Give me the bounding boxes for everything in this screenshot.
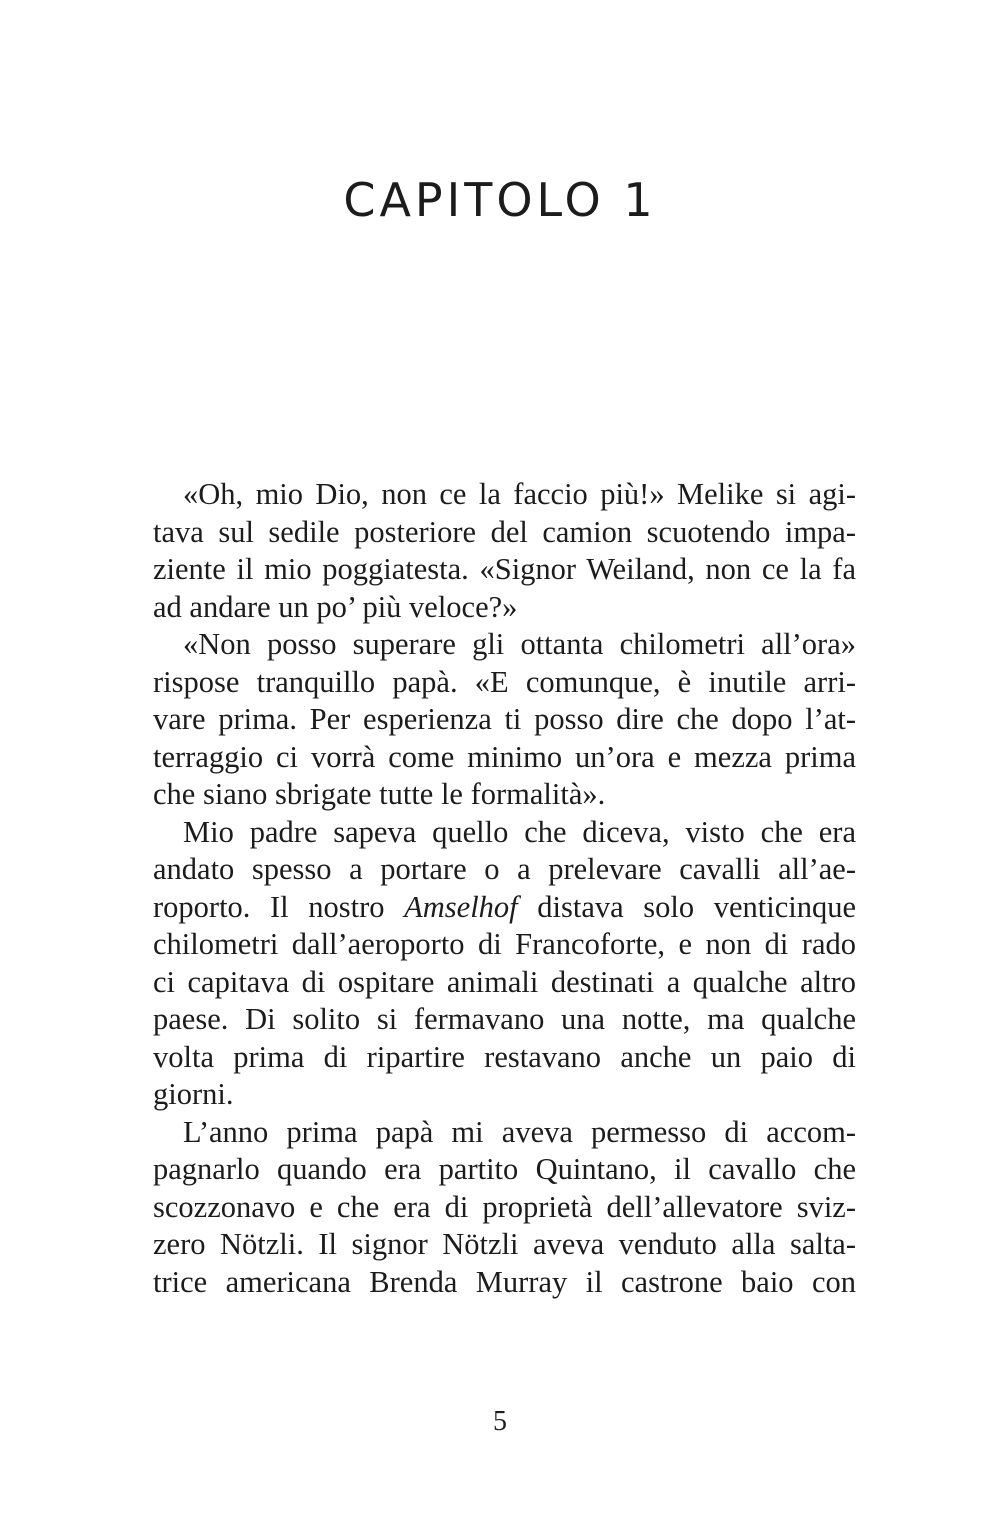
- text-line: [153, 739, 856, 777]
- text-line: [153, 851, 856, 889]
- text-segment: andato spesso a portare o a prelevare cavalli all’ae-: [153, 852, 856, 886]
- text-line: [153, 1001, 856, 1039]
- text-segment: pagnarlo quando era partito Quintano, il cavallo che: [153, 1152, 856, 1186]
- text-segment: tava sul sedile posteriore del camion scuotendo impa-: [153, 514, 856, 549]
- text-line: [153, 964, 856, 1002]
- italic-term: Amselhof: [404, 889, 518, 924]
- text-segment: volta prima di ripartire restavano anche un paio di: [153, 1039, 856, 1074]
- text-segment: ziente il mio poggiatesta. «Signor Weiland, non ce la fa: [153, 552, 856, 586]
- text-segment: chilometri dall’aeroporto di Francoforte, e non di rado: [153, 927, 856, 961]
- text-line: [153, 701, 856, 739]
- text-line: [153, 1114, 856, 1152]
- text-line: [153, 476, 856, 514]
- text-segment: ad andare un po’ più veloce?»: [153, 589, 518, 624]
- text-line: [153, 664, 856, 702]
- text-line: [153, 514, 856, 552]
- text-line: [153, 626, 856, 664]
- text-segment: «Oh, mio Dio, non ce la faccio più!» Melike si agi-: [183, 477, 856, 511]
- text-segment: giorni.: [153, 1077, 234, 1111]
- text-segment: che siano sbrigate tutte le formalità».: [153, 777, 606, 811]
- text-segment: roporto. Il nostro: [153, 889, 405, 924]
- text-line: [153, 889, 856, 927]
- text-line: [153, 814, 856, 852]
- text-segment: vare prima. Per esperienza ti posso dire che dopo l’at-: [153, 702, 856, 736]
- text-segment: paese. Di solito si fermavano una notte, ma qualche: [153, 1002, 856, 1036]
- text-segment: ci capitava di ospitare animali destinati a qualche altro: [153, 964, 856, 999]
- text-line: [153, 1151, 856, 1189]
- text-segment: trice americana Brenda Murray il castrone baio con: [153, 1264, 856, 1299]
- text-line: [153, 589, 856, 627]
- text-segment: L’anno prima papà mi aveva permesso di accom-: [183, 1114, 856, 1149]
- text-segment: rispose tranquillo papà. «E comunque, è inutile arri-: [153, 664, 856, 699]
- text-line: [153, 1226, 856, 1264]
- text-segment: distava solo venticinque: [517, 889, 856, 924]
- text-line: [153, 1039, 856, 1077]
- body-text: [153, 476, 856, 1301]
- page-number: 5: [493, 1406, 507, 1437]
- text-segment: Mio padre sapeva quello che diceva, visto che era: [183, 814, 856, 849]
- text-segment: zero Nötzli. Il signor Nötzli aveva venduto alla salta-: [153, 1227, 856, 1261]
- text-line: [153, 1076, 856, 1114]
- text-line: [153, 926, 856, 964]
- text-segment: terraggio ci vorrà come minimo un’ora e mezza prima: [153, 739, 856, 774]
- text-line: [153, 776, 856, 814]
- text-line: [153, 1189, 856, 1227]
- text-line: [153, 1264, 856, 1302]
- text-segment: «Non posso superare gli ottanta chilometri all’ora»: [183, 627, 856, 661]
- text-line: [153, 551, 856, 589]
- text-segment: scozzonavo e che era di proprietà dell’allevatore sviz-: [153, 1189, 856, 1224]
- chapter-title: CAPITOLO 1: [343, 173, 657, 227]
